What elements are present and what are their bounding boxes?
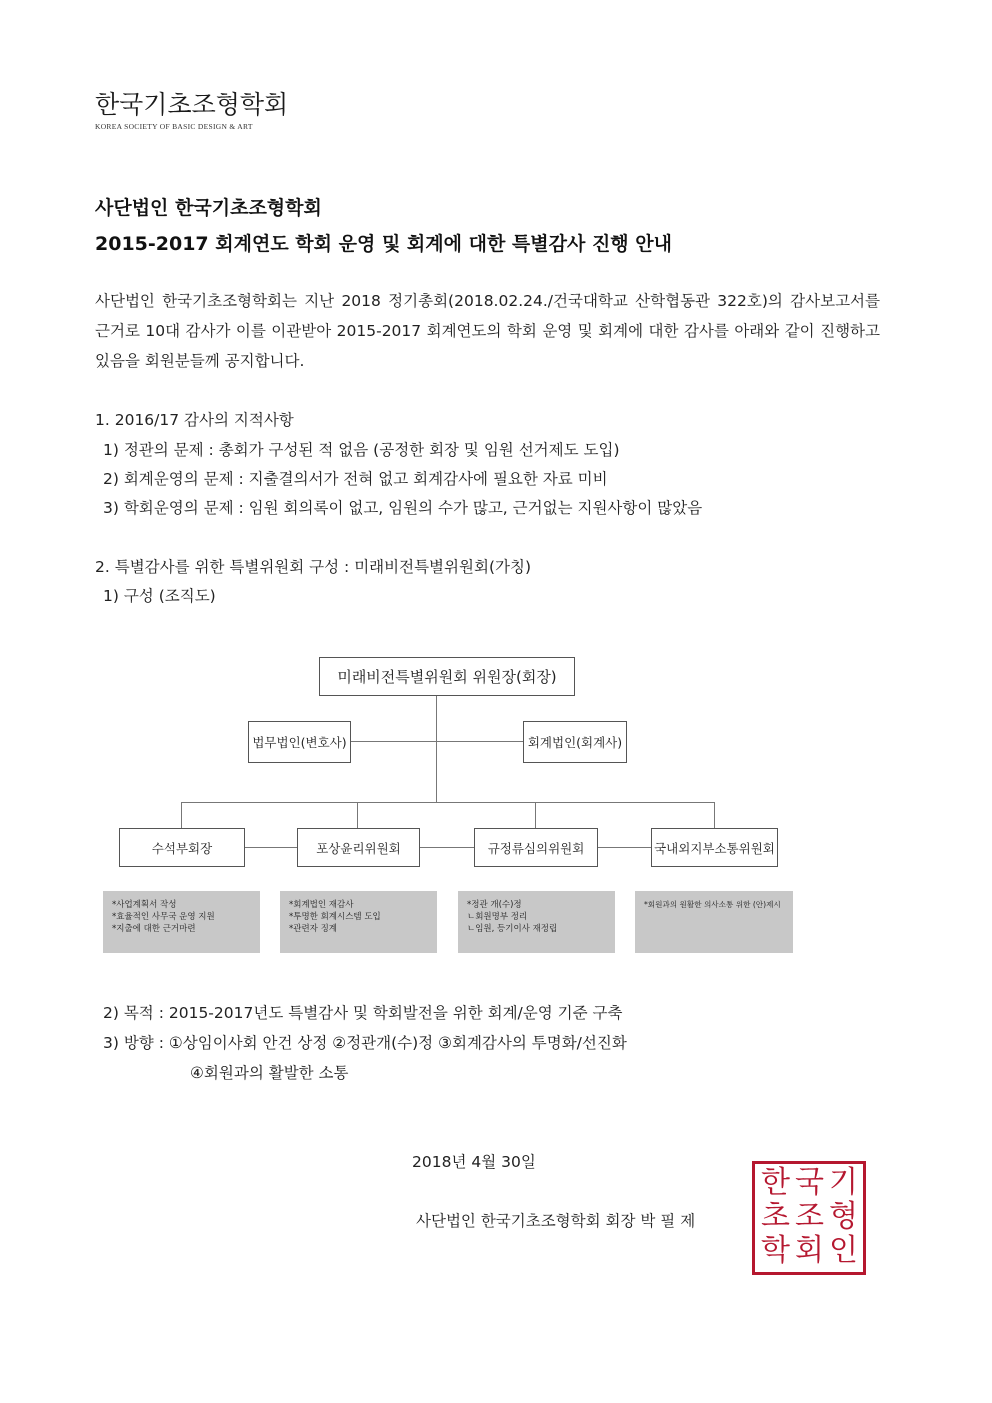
section2-structure-label: 1) 구성 (조직도) xyxy=(103,587,216,605)
duty-item: ㄴ회원명부 정리 xyxy=(467,912,528,922)
section2-heading: 2. 특별감사를 위한 특별위원회 구성 : 미래비전특별위원회(가칭) xyxy=(95,558,531,576)
org-duty-list xyxy=(635,891,793,953)
org-box-unit: 수석부회장 xyxy=(119,828,245,867)
org-duty-list xyxy=(103,891,260,953)
org-connector xyxy=(436,695,437,803)
document-title-line2: 2015-2017 회계연도 학회 운영 및 회계에 대한 특별감사 진행 안내 xyxy=(95,233,672,255)
org-connector xyxy=(596,847,651,848)
intro-paragraph: 사단법인 한국기초조형학회는 지난 2018 정기총회(2018.02.24./건국대학교 산학협동관 322호)의 감사보고서를 근거로 10대 감사가 이를 이관받아 2015-2017 회계연도의 학회 운영 및 회계에 대한 감사를 아래와 같이 진행하고 있음을 회원분들께 공지합니다. xyxy=(95,292,880,370)
duty-item: *지출에 대한 근거마련 xyxy=(112,924,196,934)
duty-item: *관련자 징계 xyxy=(289,924,338,934)
org-connector xyxy=(181,802,182,828)
document-date: 2018년 4월 30일 xyxy=(412,1153,536,1171)
document-title-line1: 사단법인 한국기초조형학회 xyxy=(95,197,322,219)
section1-item: 2) 회계운영의 문제 : 지출결의서가 전혀 없고 회계감사에 필요한 자료 미비 xyxy=(103,470,608,488)
official-seal: 한 국 기 초 조 형 학 회 인 xyxy=(752,1161,866,1275)
section1-heading: 1. 2016/17 감사의 지적사항 xyxy=(95,411,294,429)
logo-korean-text: 한국기초조형학회 xyxy=(95,90,289,119)
section2-purpose: 2) 목적 : 2015-2017년도 특별감사 및 학회발전을 위한 회계/운영 기준 구축 xyxy=(103,1004,623,1022)
org-connector xyxy=(714,802,715,828)
signature-line: 사단법인 한국기초조형학회 회장 박 필 제 xyxy=(416,1212,696,1230)
org-connector xyxy=(535,802,536,828)
duty-item: ㄴ임원, 등기이사 재정립 xyxy=(467,924,558,934)
duty-item: *사업계획서 작성 xyxy=(112,900,177,910)
section2-direction: 3) 방향 : ①상임이사회 안건 상정 ②정관개(수)정 ③회계감사의 투명화/선진화 xyxy=(103,1034,627,1052)
org-box-chair: 미래비전특별위원회 위원장(회장) xyxy=(319,657,575,696)
org-box-accounting-advisor: 회계법인(회계사) xyxy=(523,721,627,763)
logo-english-text: KOREA SOCIETY OF BASIC DESIGN & ART xyxy=(95,122,253,131)
org-box-legal-advisor: 법무법인(변호사) xyxy=(248,721,351,763)
org-connector xyxy=(418,847,474,848)
org-box-unit: 포상윤리위원회 xyxy=(297,828,420,867)
section1-item: 3) 학회운영의 문제 : 임원 회의록이 없고, 임원의 수가 많고, 근거없는 지원사항이 많았음 xyxy=(103,499,703,517)
duty-item: *효율적인 사무국 운영 지원 xyxy=(112,912,215,922)
duty-item: *투명한 회계시스템 도입 xyxy=(289,912,381,922)
duty-item: *회계법인 재감사 xyxy=(289,900,354,910)
org-connector xyxy=(357,802,358,828)
org-connector xyxy=(181,802,714,803)
org-box-unit: 규정류심의위원회 xyxy=(474,828,598,867)
org-duty-list xyxy=(458,891,615,953)
duty-item: *정관 개(수)정 xyxy=(467,900,522,910)
section1-item: 1) 정관의 문제 : 총회가 구성된 적 없음 (공정한 회장 및 임원 선거제도 도입) xyxy=(103,441,620,459)
duty-item: *회원과의 원활한 의사소통 위한 (안)제시 xyxy=(644,900,781,909)
org-box-unit: 국내외지부소통위원회 xyxy=(651,828,778,867)
org-connector xyxy=(349,741,524,742)
org-connector xyxy=(244,847,297,848)
org-duty-list xyxy=(280,891,437,953)
section2-direction-cont: ④회원과의 활발한 소통 xyxy=(190,1064,349,1082)
